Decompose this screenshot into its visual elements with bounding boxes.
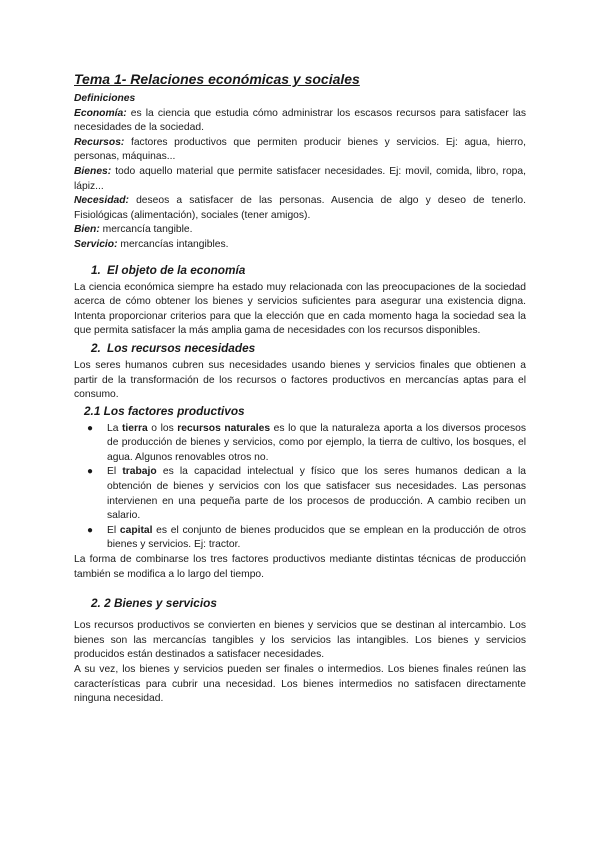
definition-term: Servicio: xyxy=(74,238,118,250)
list-item xyxy=(74,465,526,523)
bullet-icon: ● xyxy=(87,524,94,536)
bullet-icon: ● xyxy=(87,422,94,434)
bullet-text: es el conjunto de bienes producidos que se emplean en la producción de otros bienes y servicios. Ej: tractor. xyxy=(107,524,526,551)
list-item xyxy=(74,422,526,466)
definition-term: Economía: xyxy=(74,107,127,119)
definition-term: Recursos: xyxy=(74,136,125,148)
section-title: Los recursos necesidades xyxy=(107,340,256,355)
definition-economia xyxy=(74,107,526,136)
section-1-heading xyxy=(74,263,526,278)
definition-bien xyxy=(74,223,526,238)
section-2-body: Los seres humanos cubren sus necesidades usando bienes y servicios finales que obtienen a partir de la transformación de los recursos o factores productivos en mercancías aptas para el consumo. xyxy=(74,359,526,401)
definition-term: Necesidad: xyxy=(74,195,129,207)
bullet-icon: ● xyxy=(87,466,94,478)
bullet-text: La xyxy=(107,422,122,434)
definition-bienes xyxy=(74,165,526,194)
section-2-2-heading: 2. 2 Bienes y servicios xyxy=(91,596,217,611)
list-item xyxy=(74,524,526,553)
definition-necesidad xyxy=(74,194,526,223)
section-2-2-paragraph-2: A su vez, los bienes y servicios pueden ser finales o intermedios. Los bienes finales reúnen las características para cubrir una necesidad. Los bienes intermedios no satisfacen directamente ninguna necesidad. xyxy=(74,664,526,705)
bullet-text: es lo que la naturaleza aporta a los diversos procesos de producción de bienes y servicios, como por ejemplo, la tierra de cultivo, los bosques, el agua. Algunos renovables otros no. xyxy=(107,422,526,463)
bullet-keyword: tierra xyxy=(122,422,148,434)
section-2-heading xyxy=(74,341,526,356)
bullet-text: es la capacidad intelectual y físico que los seres humanos dedican a la obtención de bienes y servicios con los que satisfacer sus necesidades. Las personas intervienen en una pequeña parte de los procesos de producción. A cambio reciben un salario. xyxy=(107,466,526,522)
document-title: Tema 1- Relaciones económicas y sociales xyxy=(74,71,360,87)
definition-text: mercancías intangibles. xyxy=(117,238,229,250)
definition-text: todo aquello material que permite satisfacer necesidades. Ej: movil, comida, libro, ropa, lápiz... xyxy=(74,165,526,192)
bullet-text: El xyxy=(107,466,123,478)
section-number: 2. xyxy=(91,340,101,355)
bullet-keyword: trabajo xyxy=(122,466,157,478)
definition-text: deseos a satisfacer de las personas. Ausencia de algo y deseo de tenerlo. Fisiológicas (alimentación), sociales (tener amigos). xyxy=(74,195,526,221)
section-2-1-after: La forma de combinarse los tres factores productivos mediante distintas técnicas de producción también se modifica a lo largo del tiempo. xyxy=(74,554,526,580)
factors-list xyxy=(74,422,526,553)
section-title: El objeto de la economía xyxy=(107,262,246,277)
definitions-heading: Definiciones xyxy=(74,93,136,104)
definition-text: mercancía tangible. xyxy=(99,224,193,236)
section-2-1-heading: 2.1 Los factores productivos xyxy=(84,403,245,418)
definition-text: factores productivos que permiten producir bienes y servicios. Ej: agua, hierro, personas, máquinas... xyxy=(74,136,526,163)
bullet-keyword: capital xyxy=(119,524,153,536)
section-1-body: La ciencia económica siempre ha estado muy relacionada con las preocupaciones de la sociedad acerca de cómo obtener los bienes y servicios suficientes para asegurar una existencia digna. Intenta proporcionar criterios para que la elección que en cada momento haga la sociedad sea la que permita satisfacer la más amplia gama de necesidades con los recursos disponibles. xyxy=(74,281,526,337)
definition-term: Bienes: xyxy=(74,165,112,177)
bullet-text: o los xyxy=(147,422,178,434)
definition-text: es la ciencia que estudia cómo administrar los escasos recursos para satisfacer las necesidades de la sociedad. xyxy=(74,107,526,134)
definition-term: Bien: xyxy=(74,224,100,236)
document-page xyxy=(74,70,526,707)
bullet-keyword: recursos naturales xyxy=(177,422,271,434)
definition-recursos xyxy=(74,136,526,165)
section-number: 1. xyxy=(91,262,101,277)
bullet-text: El xyxy=(107,524,120,536)
section-2-2-paragraph-1: Los recursos productivos se convierten en bienes y servicios que se destinan al intercambio. Los bienes son las mercancías tangibles y los servicios las intangibles. Los bienes y servicios producidos están destinados a satisfacer necesidades. xyxy=(74,620,526,661)
definition-servicio xyxy=(74,238,526,253)
